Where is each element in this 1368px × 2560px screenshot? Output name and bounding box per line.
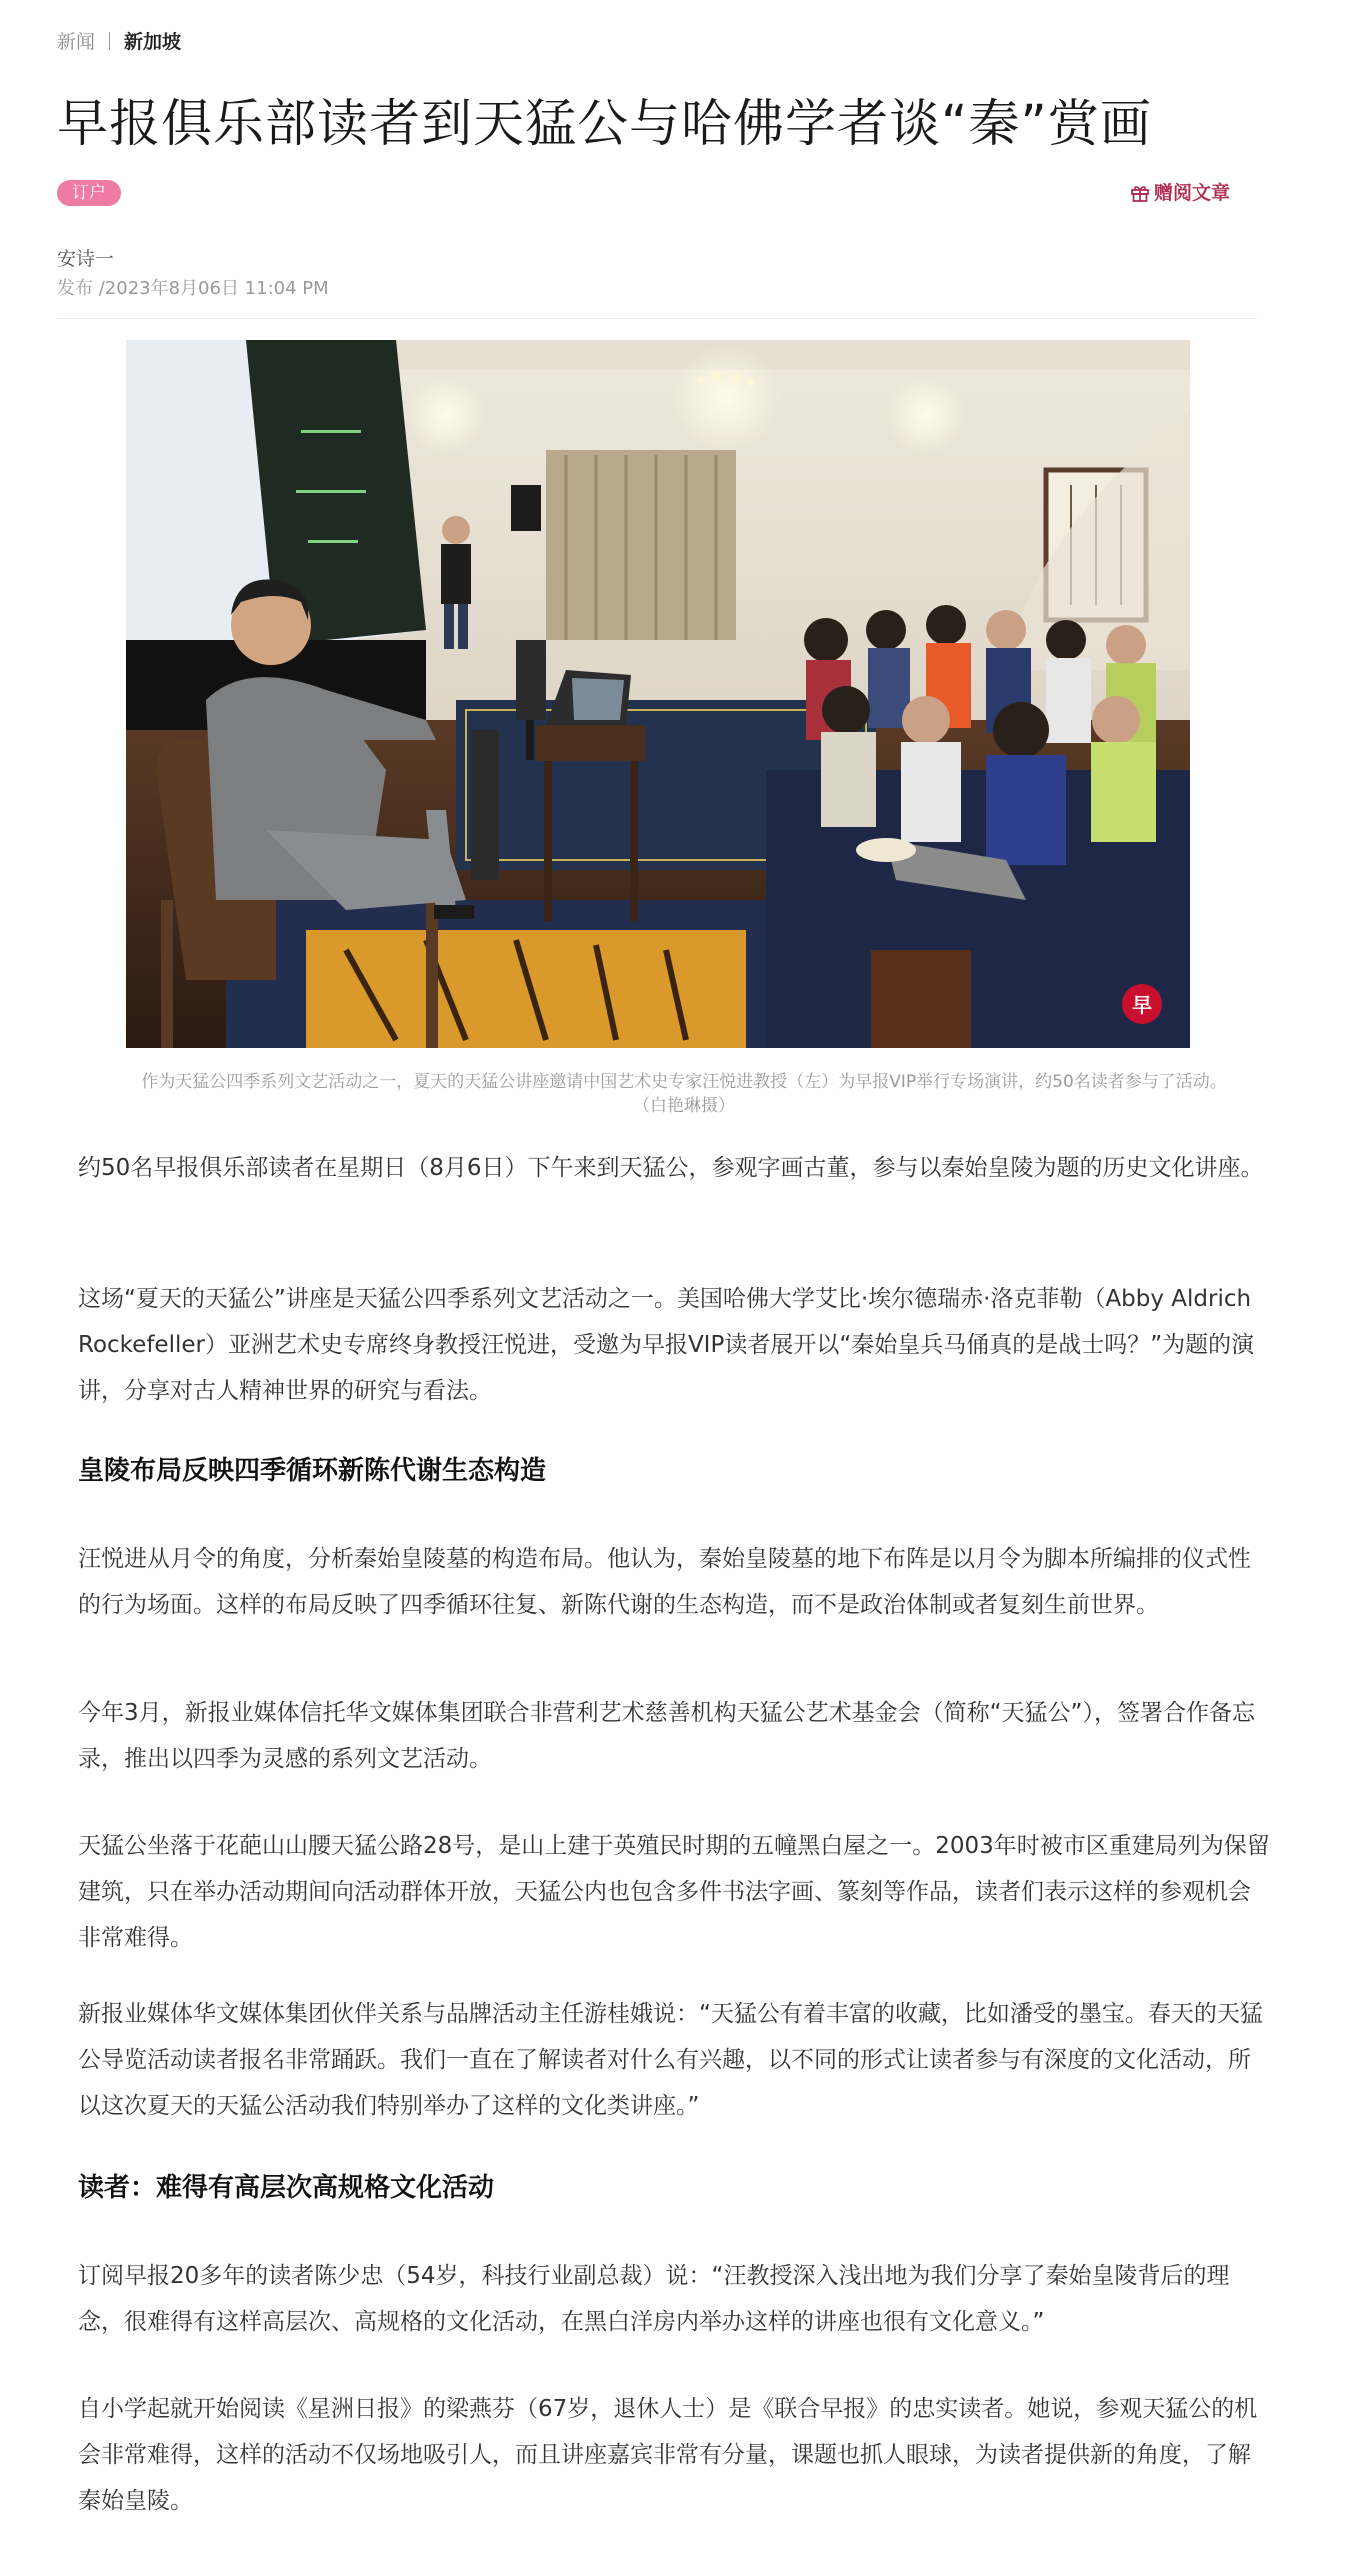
header-divider	[57, 318, 1257, 319]
gift-article-button[interactable]	[1130, 178, 1230, 208]
publish-timestamp: 发布 /2023年8月06日 11:04 PM	[57, 278, 329, 299]
section-heading-2: 读者：难得有高层次高规格文化活动	[78, 2173, 495, 2203]
paragraph-6: 新报业媒体华文媒体集团伙伴关系与品牌活动主任游桂娥说：“天猛公有着丰富的收藏，比如潘受的墨宝。春天的天猛公导览活动读者报名非常踊跃。我们一直在了解读者对什么有兴趣，以不同的形式让读者参与有深度的文化活动，所以这次夏天的天猛公活动我们特别举办了这样的文化类讲座。”	[78, 2001, 1263, 2119]
section-heading-1: 皇陵布局反映四季循环新陈代谢生态构造	[78, 1456, 547, 1486]
image-caption	[57, 1070, 1311, 1118]
paragraph-5: 天猛公坐落于花葩山山腰天猛公路28号，是山上建于英殖民时期的五幢黑白屋之一。2003年时被市区重建局列为保留建筑，只在举办活动期间向活动群体开放，天猛公内也包含多件书法字画、篆刻等作品，读者们表示这样的参观机会非常难得。	[78, 1833, 1270, 1951]
breadcrumb-separator	[109, 32, 110, 50]
gift-article-label: 赠阅文章	[1154, 182, 1231, 204]
breadcrumb-news-link[interactable]: 新闻	[57, 31, 96, 53]
paragraph-7: 订阅早报20多年的读者陈少忠（54岁，科技行业副总裁）说：“汪教授深入浅出地为我们分享了秦始皇陵背后的理念，很难得有这样高层次、高规格的文化活动，在黑白洋房内举办这样的讲座也很有文化意义。”	[78, 2263, 1230, 2335]
image-caption-text: 作为天猛公四季系列文艺活动之一，夏天的天猛公讲座邀请中国艺术史专家汪悦进教授（左）为早报VIP举行专场演讲，约50名读者参与了活动。	[141, 1072, 1227, 1092]
article-photo	[126, 340, 1190, 1048]
paragraph-8: 自小学起就开始阅读《星洲日报》的梁燕芬（67岁，退休人士）是《联合早报》的忠实读者。她说，参观天猛公的机会非常难得，这样的活动不仅场地吸引人，而且讲座嘉宾非常有分量，课题也抓人眼球，为读者提供新的角度，了解秦始皇陵。	[78, 2396, 1258, 2514]
article-title: 早报俱乐部读者到天猛公与哈佛学者谈“秦”赏画	[57, 95, 1152, 154]
breadcrumb	[57, 28, 181, 56]
subscriber-badge[interactable]: 订户	[57, 180, 121, 206]
author-name[interactable]: 安诗一	[57, 248, 115, 270]
image-caption-credit: （白艳琳摄）	[633, 1096, 735, 1116]
paragraph-3: 汪悦进从月令的角度，分析秦始皇陵墓的构造布局。他认为，秦始皇陵墓的地下布阵是以月令为脚本所编排的仪式性的行为场面。这样的布局反映了四季循环往复、新陈代谢的生态构造，而不是政治体制或者复刻生前世界。	[78, 1546, 1251, 1618]
photo-watermark: 早	[1132, 993, 1152, 1017]
breadcrumb-current-singapore[interactable]: 新加坡	[124, 31, 182, 53]
paragraph-1: 约50名早报俱乐部读者在星期日（8月6日）下午来到天猛公，参观字画古董，参与以秦始皇陵为题的历史文化讲座。	[78, 1155, 1264, 1181]
paragraph-2: 这场“夏天的天猛公”讲座是天猛公四季系列文艺活动之一。美国哈佛大学艾比·埃尔德瑞赤·洛克菲勒（Abby Aldrich Rockefeller）亚洲艺术史专席终身教授汪悦进，受邀为早报VIP读者展开以“秦始皇兵马俑真的是战士吗？”为题的演讲，分享对古人精神世界的研究与看法。	[78, 1286, 1255, 1404]
paragraph-4: 今年3月，新报业媒体信托华文媒体集团联合非营利艺术慈善机构天猛公艺术基金会（简称“天猛公”），签署合作备忘录，推出以四季为灵感的系列文艺活动。	[78, 1700, 1255, 1772]
gift-icon	[1130, 183, 1150, 203]
